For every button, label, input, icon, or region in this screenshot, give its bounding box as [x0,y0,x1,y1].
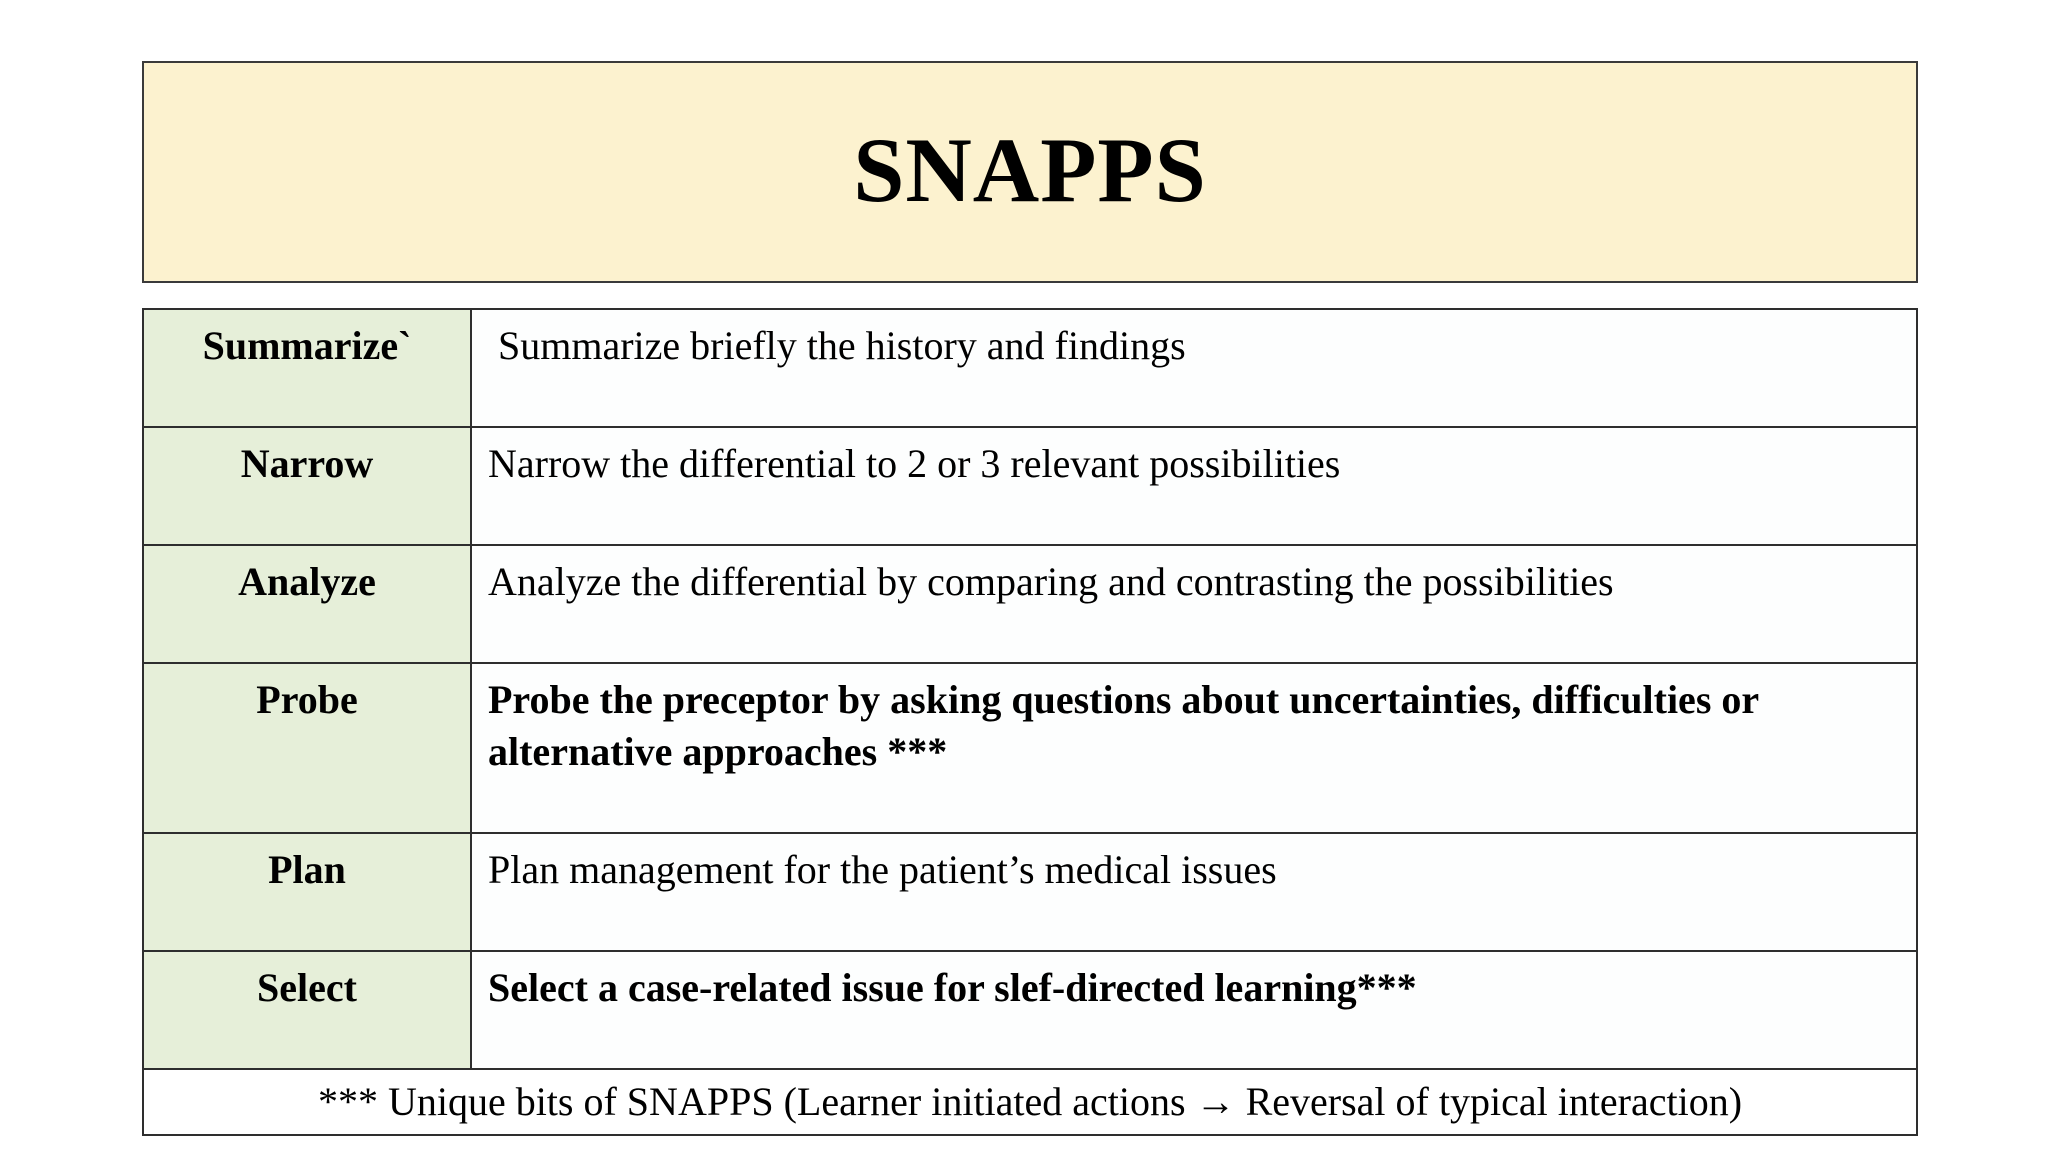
snapps-table [142,308,1918,1136]
title-banner [142,61,1918,283]
description-cell: Probe the preceptor by asking questions about uncertainties, difficulties or alternative approaches *** [471,663,1917,833]
table-row [143,545,1917,663]
description-cell: Select a case-related issue for slef-directed learning*** [471,951,1917,1069]
description-cell: Narrow the differential to 2 or 3 relevant possibilities [471,427,1917,545]
table-row [143,833,1917,951]
term-cell: Analyze [143,545,471,663]
footer-row [143,1069,1917,1135]
term-cell: Plan [143,833,471,951]
table-row [143,663,1917,833]
description-cell: Plan management for the patient’s medical issues [471,833,1917,951]
table-row [143,951,1917,1069]
term-cell: Summarize` [143,309,471,427]
page-title: SNAPPS [853,119,1207,221]
term-cell: Select [143,951,471,1069]
description-cell: Analyze the differential by comparing and contrasting the possibilities [471,545,1917,663]
table-row [143,309,1917,427]
term-cell: Probe [143,663,471,833]
table-row [143,427,1917,545]
description-cell: Summarize briefly the history and findings [471,309,1917,427]
footer-note: *** Unique bits of SNAPPS (Learner initiated actions → Reversal of typical interaction) [143,1069,1917,1135]
term-cell: Narrow [143,427,471,545]
